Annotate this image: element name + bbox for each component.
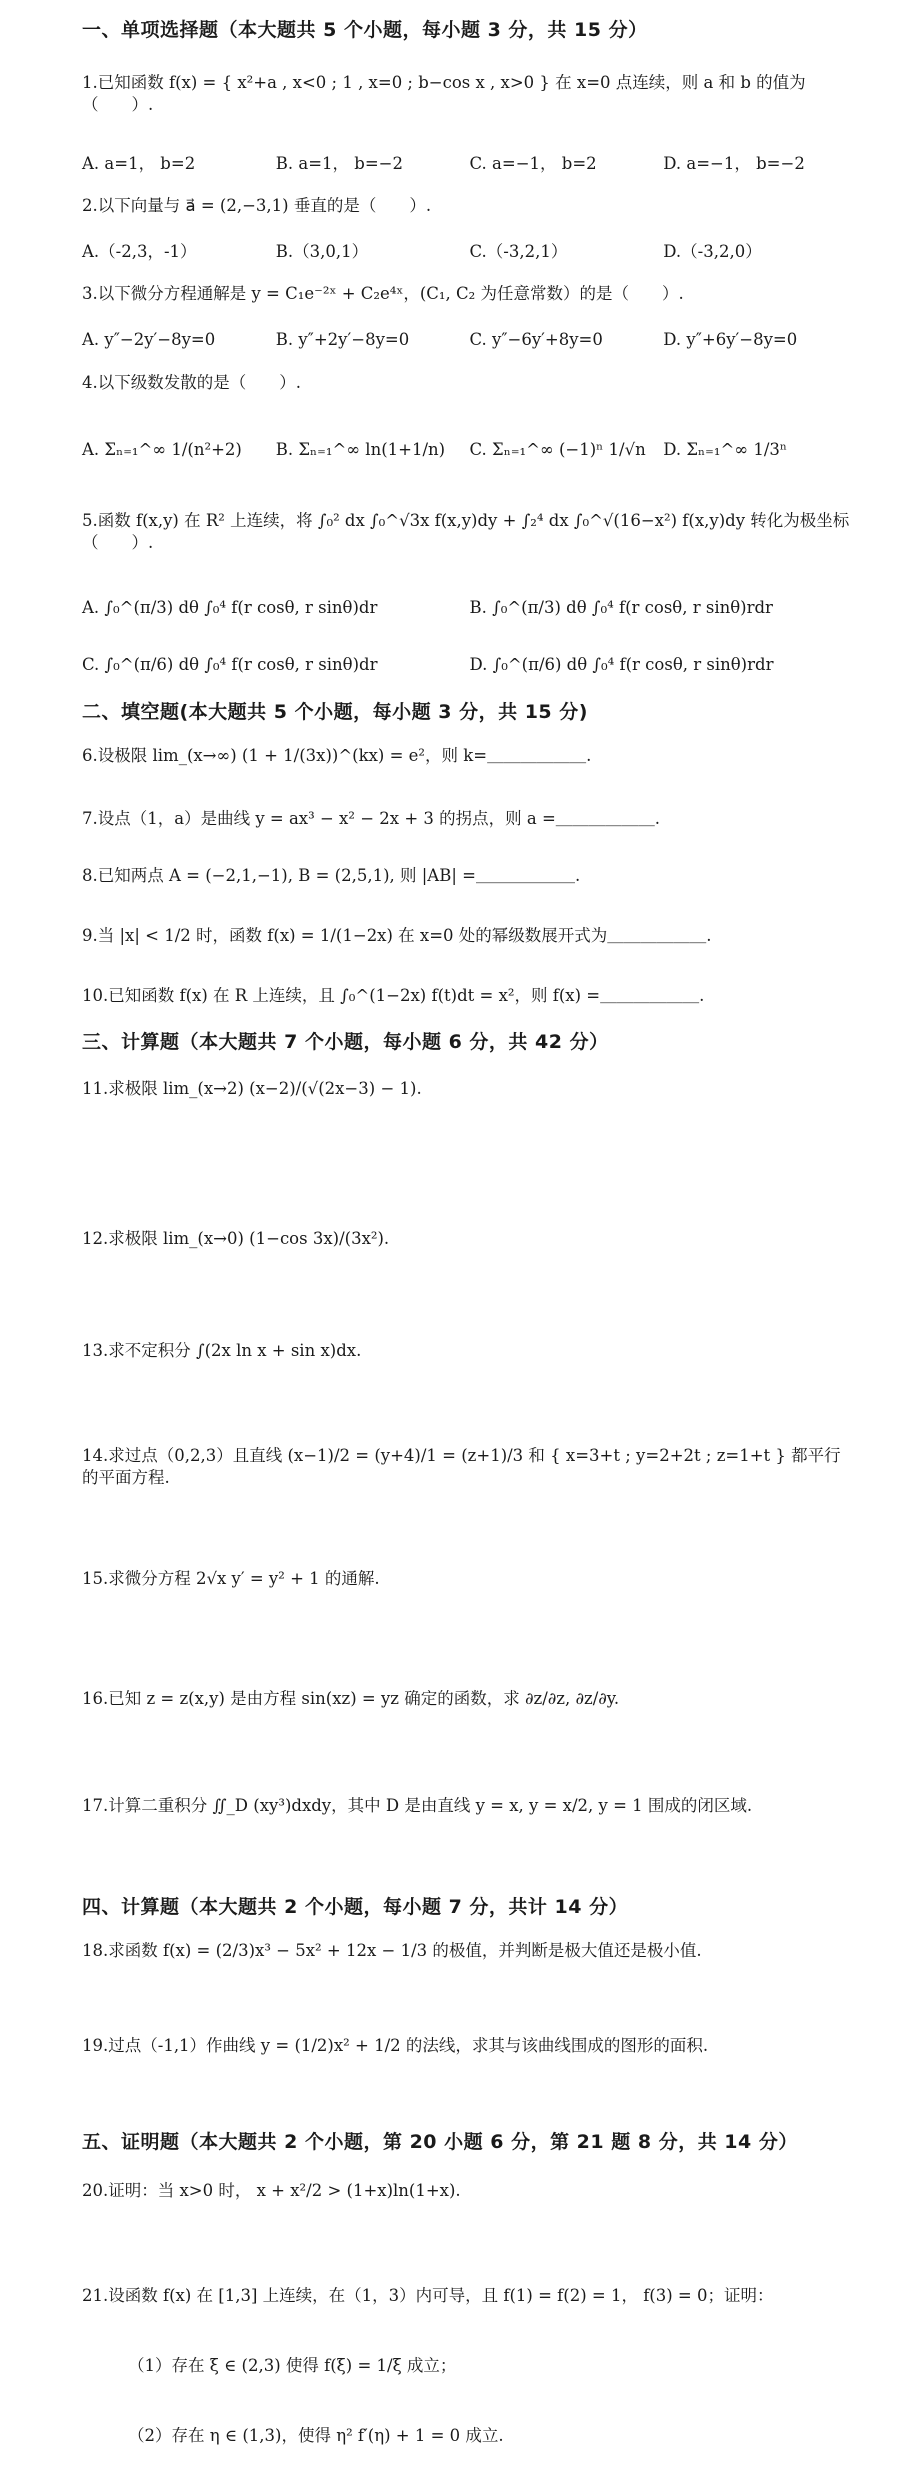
option-d: D.（-3,2,0） bbox=[663, 242, 762, 261]
question-10: 10.已知函数 f(x) 在 R 上连续，且 ∫₀^(1−2x) f(t)dt = x²，则 f(x) =＿＿＿＿＿＿. bbox=[82, 986, 705, 1005]
option-b: B. Σₙ₌₁^∞ ln(1+1/n) bbox=[275, 440, 446, 459]
section-1-title: 一、单项选择题（本大题共 5 个小题，每小题 3 分，共 15 分） bbox=[82, 19, 648, 41]
question-1-options bbox=[82, 150, 857, 174]
question-9: 9.当 |x| < 1/2 时，函数 f(x) = 1/(1−2x) 在 x=0 处的幂级数展开式为＿＿＿＿＿＿. bbox=[82, 926, 712, 945]
option-a: A. Σₙ₌₁^∞ 1/(n²+2) bbox=[82, 440, 242, 459]
question-1: 1.已知函数 f(x) = { x²+a , x<0 ; 1 , x=0 ; b−cos x , x>0 } 在 x=0 点连续，则 a 和 b 的值为（ ）. bbox=[82, 73, 806, 115]
question-18: 18.求函数 f(x) = (2/3)x³ − 5x² + 12x − 1/3 的极值，并判断是极大值还是极小值. bbox=[82, 1941, 702, 1960]
question-3-options bbox=[82, 330, 857, 349]
question-2-options bbox=[82, 238, 857, 262]
option-b: B. y″+2y′−8y=0 bbox=[275, 330, 410, 349]
question-11: 11.求极限 lim_(x→2) (x−2)/(√(2x−3) − 1). bbox=[82, 1079, 422, 1098]
question-17: 17.计算二重积分 ∬_D (xy³)dxdy，其中 D 是由直线 y = x, y = x/2, y = 1 围成的闭区域. bbox=[82, 1796, 753, 1815]
question-3: 3.以下微分方程通解是 y = C₁e⁻²ˣ + C₂e⁴ˣ，(C₁, C₂ 为任意常数）的是（ ）. bbox=[82, 284, 684, 303]
question-20: 20.证明：当 x>0 时， x + x²/2 > (1+x)ln(1+x). bbox=[82, 2181, 461, 2200]
question-14: 14.求过点（0,2,3）且直线 (x−1)/2 = (y+4)/1 = (z+1)/3 和 { x=3+t ; y=2+2t ; z=1+t } 都平行的平面方程. bbox=[82, 1446, 841, 1488]
option-a: A.（-2,3，-1） bbox=[82, 242, 197, 261]
section-3-title: 三、计算题（本大题共 7 个小题，每小题 6 分，共 42 分） bbox=[82, 1031, 609, 1053]
option-d: D. ∫₀^(π/6) dθ ∫₀⁴ f(r cosθ, r sinθ)rdr bbox=[469, 655, 774, 674]
option-a: A. y″−2y′−8y=0 bbox=[82, 330, 216, 349]
option-c: C. y″−6y′+8y=0 bbox=[469, 330, 603, 349]
option-c: C.（-3,2,1） bbox=[469, 242, 568, 261]
question-7: 7.设点（1，a）是曲线 y = ax³ − x² − 2x + 3 的拐点，则 a =＿＿＿＿＿＿. bbox=[82, 809, 661, 828]
section-5-title: 五、证明题（本大题共 2 个小题，第 20 小题 6 分，第 21 题 8 分，共 14 分） bbox=[82, 2131, 798, 2153]
option-d: D. Σₙ₌₁^∞ 1/3ⁿ bbox=[663, 440, 788, 459]
question-21-part-1: （1）存在 ξ ∈ (2,3) 使得 f(ξ) = 1/ξ 成立； bbox=[128, 2356, 457, 2375]
question-21-part-2: （2）存在 η ∈ (1,3)，使得 η² f′(η) + 1 = 0 成立. bbox=[128, 2426, 504, 2445]
option-c: C. Σₙ₌₁^∞ (−1)ⁿ 1/√n bbox=[469, 440, 646, 459]
question-4-options bbox=[82, 440, 857, 459]
option-b: B. ∫₀^(π/3) dθ ∫₀⁴ f(r cosθ, r sinθ)rdr bbox=[469, 598, 773, 617]
question-4: 4.以下级数发散的是（ ）. bbox=[82, 373, 301, 392]
option-b: B.（3,0,1） bbox=[275, 242, 369, 261]
question-5-options-cd bbox=[82, 655, 857, 674]
option-d: D. y″+6y′−8y=0 bbox=[663, 330, 798, 349]
option-a: A. ∫₀^(π/3) dθ ∫₀⁴ f(r cosθ, r sinθ)dr bbox=[82, 598, 378, 617]
section-4-title: 四、计算题（本大题共 2 个小题，每小题 7 分，共计 14 分） bbox=[82, 1896, 629, 1918]
question-13: 13.求不定积分 ∫(2x ln x + sin x)dx. bbox=[82, 1341, 362, 1360]
question-16: 16.已知 z = z(x,y) 是由方程 sin(xz) = yz 确定的函数，求 ∂z/∂z, ∂z/∂y. bbox=[82, 1689, 620, 1708]
question-6: 6.设极限 lim_(x→∞) (1 + 1/(3x))^(kx) = e²，则 k=＿＿＿＿＿＿. bbox=[82, 746, 592, 765]
question-8: 8.已知两点 A = (−2,1,−1), B = (2,5,1), 则 |AB| =＿＿＿＿＿＿. bbox=[82, 866, 581, 885]
option-d: D. a=−1， b=−2 bbox=[663, 154, 805, 173]
question-2: 2.以下向量与 a⃗ = (2,−3,1) 垂直的是（ ）. bbox=[82, 196, 432, 215]
question-21: 21.设函数 f(x) 在 [1,3] 上连续，在（1，3）内可导，且 f(1) = f(2) = 1， f(3) = 0；证明： bbox=[82, 2286, 774, 2305]
question-5: 5.函数 f(x,y) 在 R² 上连续，将 ∫₀² dx ∫₀^√3x f(x,y)dy + ∫₂⁴ dx ∫₀^√(16−x²) f(x,y)dy 转化为极坐标（ ）. bbox=[82, 511, 850, 553]
question-15: 15.求微分方程 2√x y′ = y² + 1 的通解. bbox=[82, 1569, 380, 1588]
option-c: C. a=−1， b=2 bbox=[469, 154, 597, 173]
question-5-options-ab bbox=[82, 598, 857, 617]
option-c: C. ∫₀^(π/6) dθ ∫₀⁴ f(r cosθ, r sinθ)dr bbox=[82, 655, 378, 674]
question-19: 19.过点（-1,1）作曲线 y = (1/2)x² + 1/2 的法线，求其与该曲线围成的图形的面积. bbox=[82, 2036, 709, 2055]
section-2-title: 二、填空题(本大题共 5 个小题，每小题 3 分，共 15 分) bbox=[82, 701, 588, 723]
option-a: A. a=1， b=2 bbox=[82, 154, 196, 173]
option-b: B. a=1， b=−2 bbox=[275, 154, 403, 173]
question-12: 12.求极限 lim_(x→0) (1−cos 3x)/(3x²). bbox=[82, 1229, 390, 1248]
